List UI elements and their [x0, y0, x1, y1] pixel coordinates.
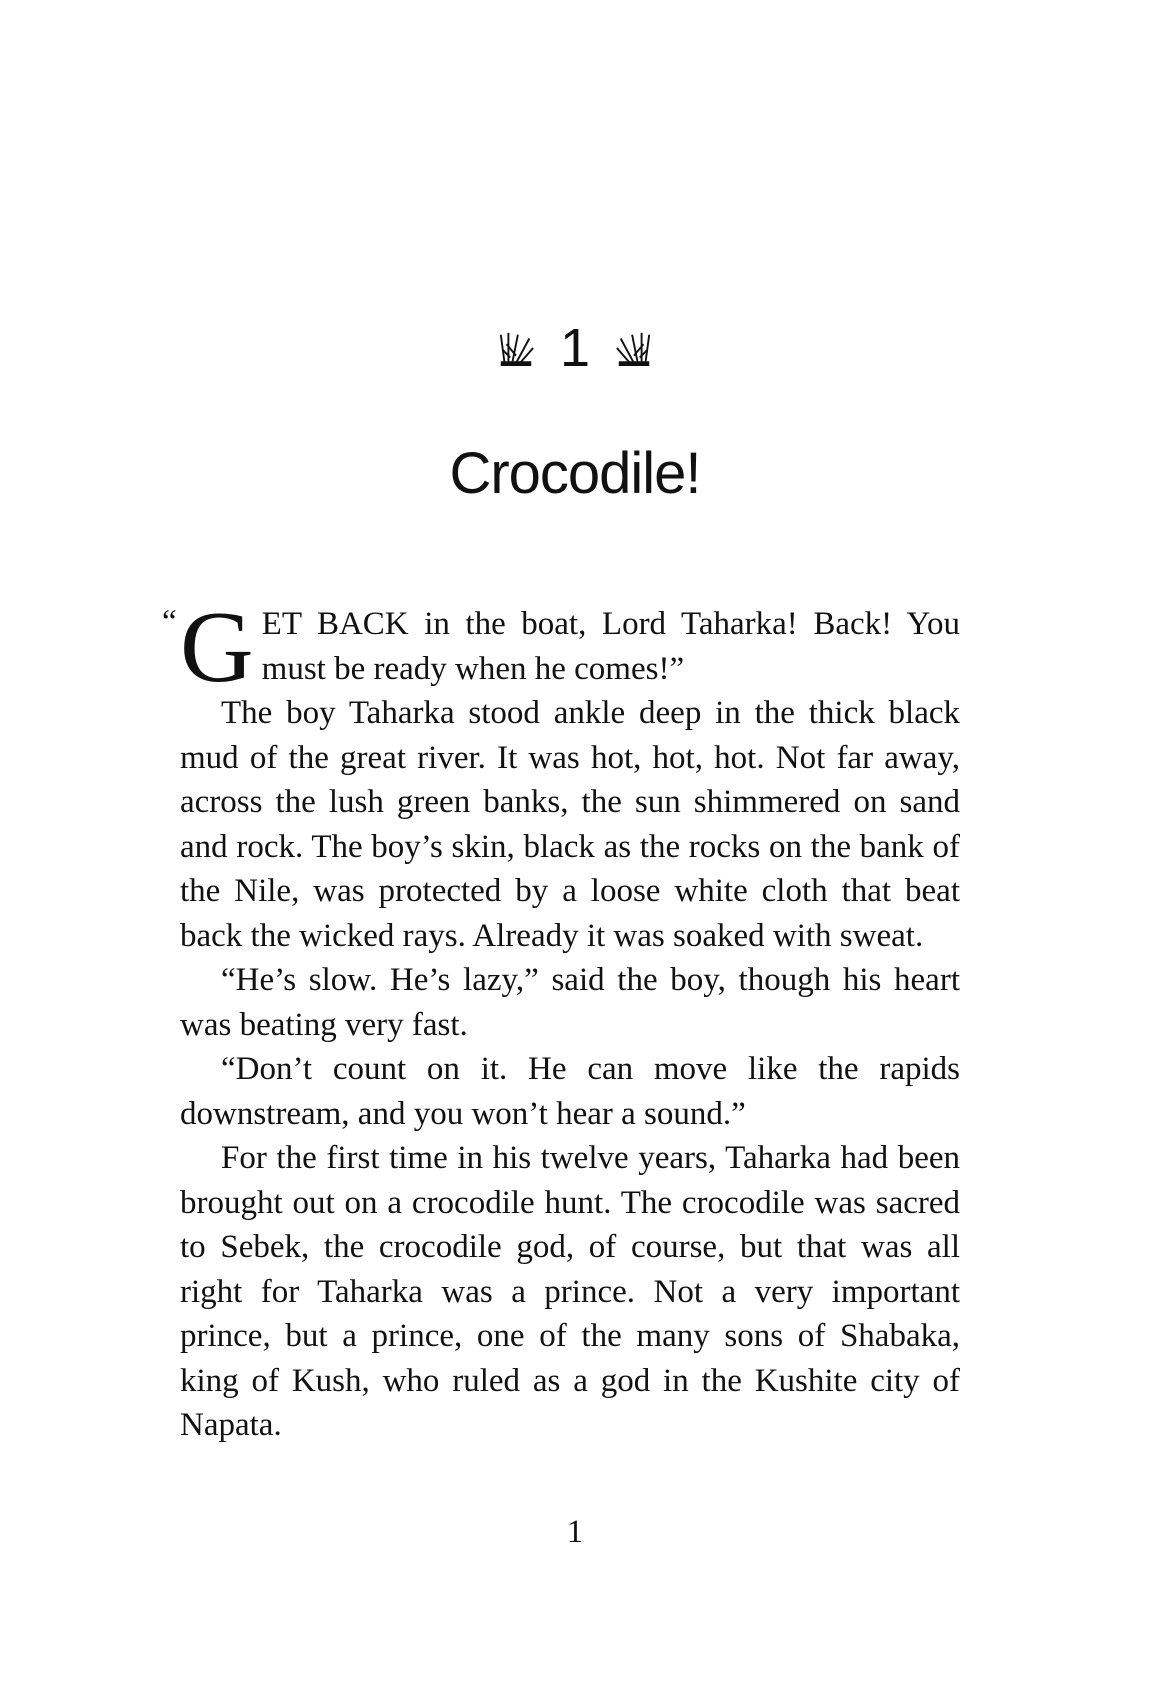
paragraph-4: “Don’t count on it. He can move like the rapids downstream, and you won’t hear a sound.” — [180, 1051, 960, 1132]
paragraph-3: “He’s slow. He’s lazy,” said the boy, though his heart was beating very fast. — [180, 962, 960, 1043]
paragraph-2: The boy Taharka stood ankle deep in the thick black mud of the great river. It was hot, hot, hot. Not far away, across the lush green banks, the sun shimmered on sand and rock. The boy’s skin, black as the rocks on the bank of the Nile, was protected by a loose white cloth that beat back the wicked rays. Already it was soaked with sweat. — [180, 695, 960, 954]
chapter-body — [162, 591, 960, 1448]
chapter-title: Crocodile! — [449, 441, 701, 506]
page-number: 1 — [566, 1514, 584, 1550]
paragraph-5: For the first time in his twelve years, Taharka had been brought out on a crocodile hunt. The crocodile was sacred to Sebek, the crocodile god, of course, but that was all right for Taharka was a prince. Not a very important prince, but a prince, one of the many sons of Shabaka, king of Kush, who ruled as a god in the Kushite city of Napata. — [180, 1140, 960, 1443]
drop-cap: G — [180, 591, 254, 704]
paragraph-1-text: in the boat, Lord Taharka! Back! You must be ready when he comes!” — [261, 606, 960, 687]
paragraph-1 — [162, 591, 960, 704]
papyrus-ornament-icon — [615, 329, 653, 367]
lead-caps: ET BACK — [261, 606, 409, 642]
papyrus-ornament-icon — [497, 329, 535, 367]
chapter-number-heading — [0, 312, 1150, 380]
chapter-number: 1 — [559, 317, 591, 378]
opening-quote: “ — [162, 604, 177, 640]
